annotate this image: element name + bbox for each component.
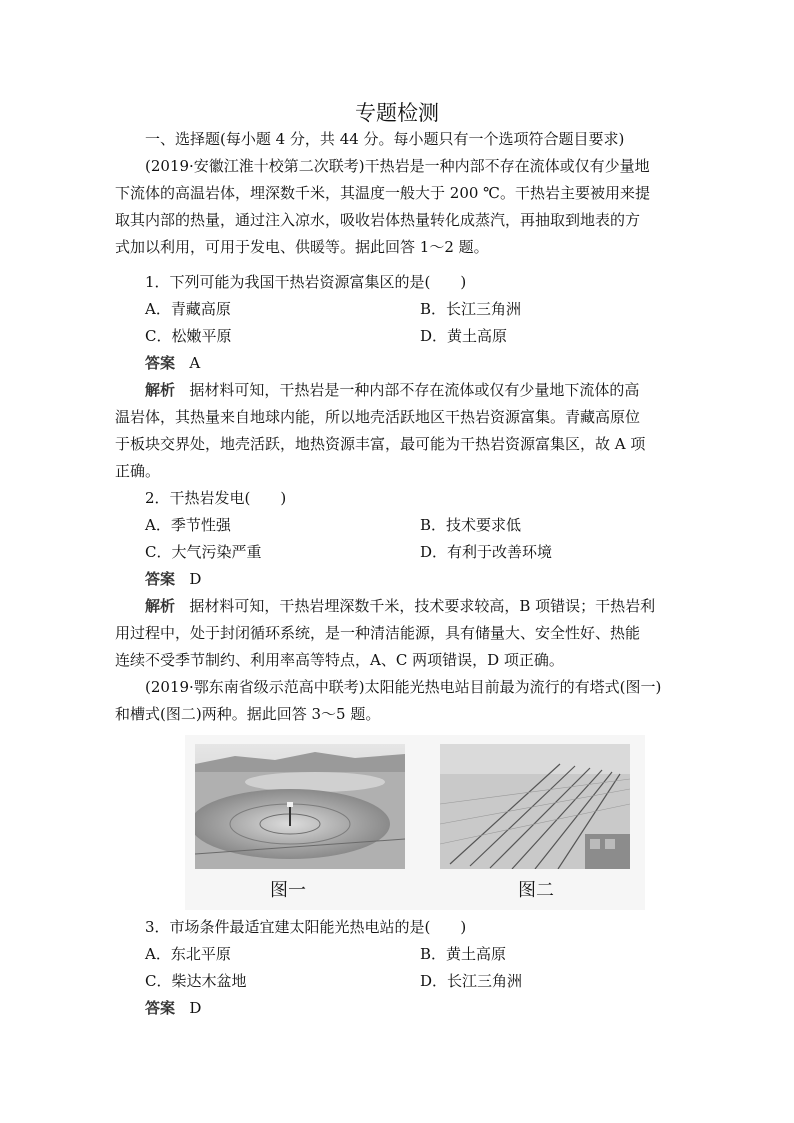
analysis-line: 正确。	[115, 462, 161, 480]
analysis-line: 据材料可知，干热岩是一种内部不存在流体或仅有少量地下流体的高	[189, 381, 640, 399]
q2-analysis-cont	[115, 620, 665, 674]
material-1-line: (2019·安徽江淮十校第二次联考)干热岩是一种内部不存在流体或仅有少量地	[145, 157, 650, 175]
q2-option-a: A．季节性强	[145, 516, 231, 534]
q3-option-c: C．柴达木盆地	[145, 972, 247, 990]
q2-analysis	[145, 593, 655, 620]
q1-analysis-cont	[115, 404, 665, 485]
analysis-line: 用过程中，处于封闭循环系统，是一种清洁能源，具有储量大、安全性好、热能	[115, 624, 641, 642]
q1-option-c: C．松嫩平原	[145, 327, 232, 345]
q1-option-b: B．长江三角洲	[420, 300, 522, 318]
material-1-line: 式加以利用，可用于发电、供暖等。据此回答 1～2 题。	[115, 238, 489, 256]
analysis-line: 连续不受季节制约、利用率高等特点，A、C 两项错误，D 项正确。	[115, 651, 564, 669]
material-1-cont	[115, 180, 665, 261]
q2-option-c: C．大气污染严重	[145, 543, 262, 561]
analysis-label: 解析	[145, 381, 176, 399]
q3-option-b: B．黄土高原	[420, 945, 507, 963]
answer-label: 答案	[145, 570, 176, 588]
tower-solar-plant-photo	[195, 744, 405, 869]
material-1-line: 下流体的高温岩体，埋深数千米，其温度一般大于 200 ℃。干热岩主要被用来提	[115, 184, 650, 202]
question-3-stem: 3．市场条件最适宜建太阳能光热电站的是( )	[145, 918, 467, 936]
material-2: (2019·鄂东南省级示范高中联考)太阳能光热电站目前最为流行的有塔式(图一)	[145, 678, 662, 696]
section-heading: 一、选择题(每小题 4 分，共 44 分。每小题只有一个选项符合题目要求)	[145, 130, 625, 148]
question-2-stem: 2．干热岩发电( )	[145, 489, 287, 507]
q3-answer	[145, 995, 201, 1022]
q1-option-a: A．青藏高原	[145, 300, 231, 318]
q2-option-b: B．技术要求低	[420, 516, 522, 534]
material-1	[145, 153, 695, 180]
answer-value: D	[189, 999, 202, 1017]
figure-2-caption: 图二	[518, 880, 554, 901]
q2-answer	[145, 566, 201, 593]
figure-1-caption: 图一	[270, 880, 306, 901]
answer-label: 答案	[145, 999, 176, 1017]
answer-value: D	[189, 570, 202, 588]
material-1-line: 取其内部的热量，通过注入凉水，吸收岩体热量转化成蒸汽，再抽取到地表的方	[115, 211, 641, 229]
answer-value: A	[189, 354, 201, 372]
analysis-label: 解析	[145, 597, 176, 615]
material-2-cont: 和槽式(图二)两种。据此回答 3～5 题。	[115, 705, 381, 723]
trough-solar-plant-photo	[440, 744, 630, 869]
analysis-line: 据材料可知，干热岩埋深数千米，技术要求较高，B 项错误；干热岩利	[189, 597, 656, 615]
page-title: 专题检测	[355, 101, 439, 125]
answer-label: 答案	[145, 354, 176, 372]
q1-option-d: D．黄土高原	[420, 327, 508, 345]
q3-option-a: A．东北平原	[145, 945, 231, 963]
q3-option-d: D．长江三角洲	[420, 972, 523, 990]
analysis-line: 于板块交界处，地壳活跃，地热资源丰富，最可能为干热岩资源富集区，故 A 项	[115, 435, 646, 453]
q1-answer	[145, 350, 200, 377]
question-1-stem: 1．下列可能为我国干热岩资源富集区的是( )	[145, 273, 467, 291]
analysis-line: 温岩体，其热量来自地球内能，所以地壳活跃地区干热岩资源富集。青藏高原位	[115, 408, 641, 426]
q2-option-d: D．有利于改善环境	[420, 543, 553, 561]
q1-analysis	[145, 377, 639, 404]
